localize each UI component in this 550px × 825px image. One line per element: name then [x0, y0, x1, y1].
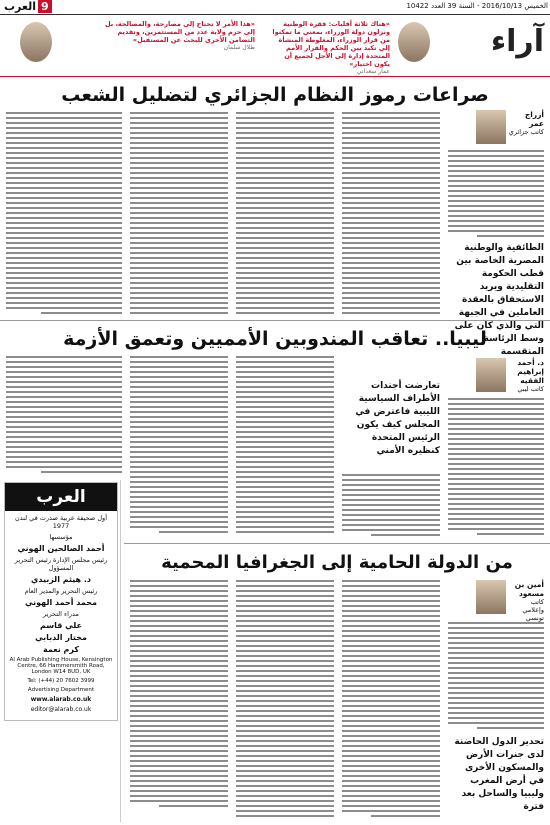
teaser-quote: «هناك ثلاثة أقليات: فقرة الوطنية ونزلون دولة الوزراء، بمعنى ما تمكنوا من قرار الوزراء، المغلوطة المنشأة إلى تكبد بين الحكم والقرار الأمم المتحدة إدارة إلى الأجل لجميع أن يكون اختيار» عمار سعداني: [272, 20, 390, 75]
article-column: [448, 398, 544, 538]
editors-label: مدراء التحرير: [43, 610, 79, 618]
article-headline: صراعات رموز النظام الجزائري لتضليل الشعب: [61, 84, 489, 106]
section-divider: [0, 76, 550, 77]
editor-name: كرم نعمة: [42, 645, 79, 654]
article-column: [236, 356, 334, 538]
masthead-box: [4, 482, 118, 721]
columnist-portrait: [20, 22, 52, 62]
article-divider: [124, 543, 550, 544]
author-photo: [476, 580, 506, 614]
section-title: آراء: [490, 24, 544, 59]
author-byline: د. أحمد إبراهيم الفقيه كاتب ليبي: [517, 358, 544, 393]
email-link[interactable]: editor@alarab.co.uk: [30, 706, 92, 713]
author-photo: [476, 358, 506, 392]
founder-label: مؤسسها: [49, 533, 73, 541]
article-column: [342, 580, 440, 820]
article-column: [236, 112, 334, 317]
columnist-portrait: [398, 22, 430, 62]
author-byline: أمين بن مسعود كاتب وإعلامي تونسي: [514, 580, 544, 622]
board-label: رئيس مجلس الإدارة رئيس التحرير المسؤول: [14, 556, 108, 572]
issue-date: الخميس 2016/10/13 - السنة 39 العدد 10422: [406, 2, 548, 10]
article-column: [342, 474, 440, 538]
article-column: [6, 112, 122, 317]
publisher-address: Al Arab Publishing House, Kensington Centre, 66 Hammersmith Road, London W14 8UD, UK: [9, 657, 113, 675]
teaser-quote: «هذا الأمر لا تحتاج إلى مصارحة، والمصالحة، بل إلى حزم ولاية عدد من المستثمرين، وتقديم التضامن الأخرى للبحث عن المستقبل» طلال سلمان: [104, 20, 255, 51]
article-column: [236, 580, 334, 820]
editor-label: رئيس التحرير والمدير العام: [24, 587, 98, 595]
page-header: [0, 0, 550, 15]
article-column: [342, 112, 440, 317]
article-column: [448, 150, 544, 240]
editor-name: علي قاسم: [40, 621, 82, 630]
column-separator: [120, 480, 121, 822]
author-byline: أزراج عمر كاتب جزائري: [508, 110, 544, 136]
article-column: [448, 622, 544, 732]
article-column: [130, 580, 228, 820]
editor-name: محمد أحمد الهوني: [25, 598, 97, 607]
publisher-phone: Tel: (+44) 20 7602 3999: [27, 678, 95, 684]
chair-name: د. هيثم الزبيدي: [30, 575, 91, 584]
founded-note: أول صحيفة عربية صدرت في لندن 1977: [14, 514, 107, 530]
pull-quote: تعارضت أجندات الأطراف السياسية الليبية فاعترض في المجلس كيف يكون الرئيس المتحدة كنظيره الأمني: [355, 381, 440, 456]
article-headline: من الدولة الحامية إلى الجغرافيا المحمية: [161, 552, 513, 573]
editor-name: مختار الدبابي: [35, 633, 87, 642]
masthead-logo: العرب: [5, 483, 117, 511]
author-photo: [476, 110, 506, 144]
section-band: [0, 14, 550, 76]
pull-quote: الطائفية والوطنية المصرية الخاصة بين قطب الحكومة التقليدية ويريد الاستحقاق بالعقدة العاملين في الجبهة التي والذي كان على وسط الرئاسة المنقسمة: [454, 243, 544, 357]
article-column: [130, 112, 228, 317]
advertising-label: Advertising Department: [27, 687, 95, 693]
page-number: 9: [38, 0, 52, 13]
founder-name: أحمد الصالحين الهوني: [17, 544, 105, 553]
article-column: [130, 356, 228, 538]
header-logo: 9العرب: [4, 0, 52, 13]
pull-quote: تحدير الدول الحاضنة لدى جنرات الأرض والمسكون الأخرى في أرض المغرب وليبيا والساحل بعد فترة: [454, 737, 544, 812]
article-headline: ليبيا.. تعاقب المندوبين الأمميين وتعمق الأزمة: [63, 328, 487, 350]
article-divider: [0, 320, 550, 321]
website-link[interactable]: www.alarab.co.uk: [30, 696, 92, 703]
article-column: [6, 356, 122, 476]
